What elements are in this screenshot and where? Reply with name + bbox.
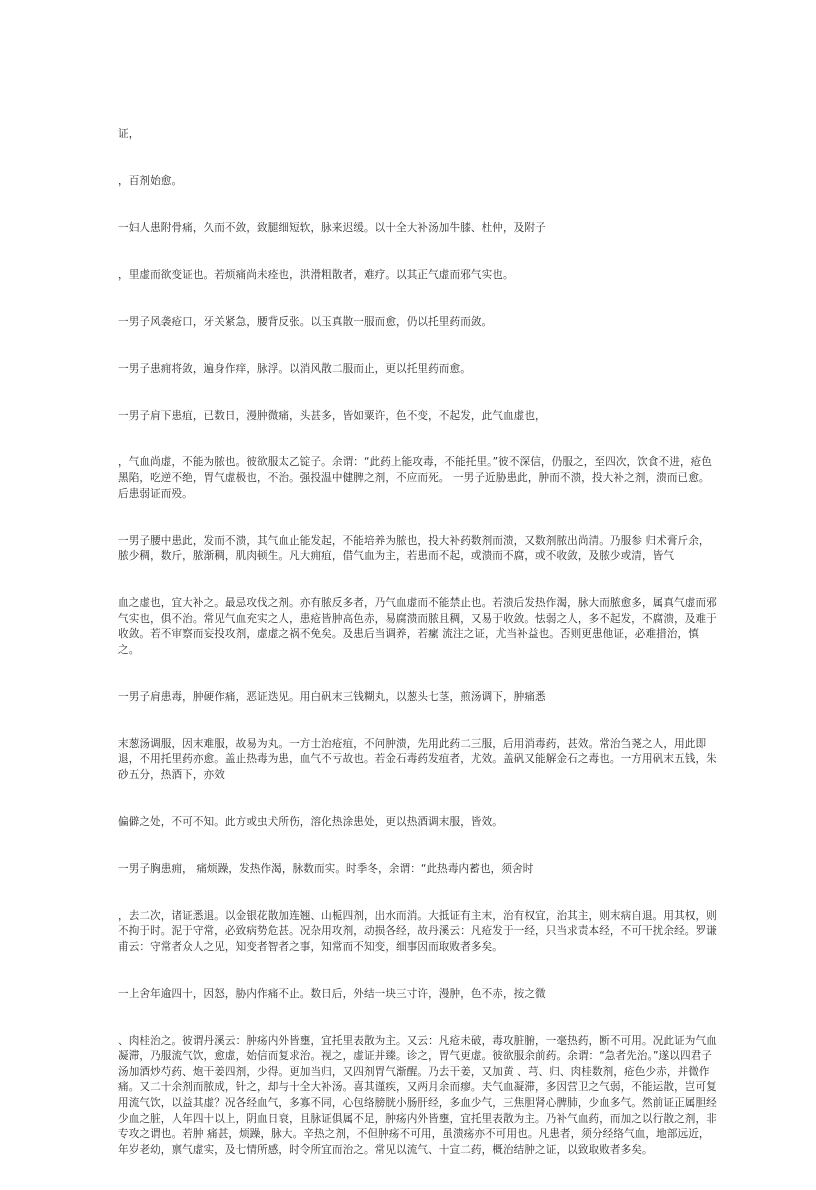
paragraph-line: 一上舍年逾四十，因怒，胁内作痛不止。数日后，外结一块三寸许，漫肿，色不赤，按之微 [118,987,546,1000]
paragraph-line: 一男子腰中患此，发而不溃，其气血止能发起，不能培养为脓也，投大补药数剂而溃，又数剂脓出尚清。乃服参 归术膏斤余，脓少稠，数斤，脓渐稠，肌肉顿生。凡大痈疽，借气血为主，若患而不起，或溃而不腐，或不收敛，及脓少或清，皆气 [118,534,710,563]
paragraph-line: 证， [118,128,140,141]
paragraph-line: ，气血尚虚，不能为脓也。彼欲服太乙锭子。余谓：“此药上能攻毒，不能托里。”彼不深信，仍服之，至四次，饮食不进，疮色黑陷，吃逆不绝，胃气虚极也，不治。强投温中健脾之剂，不应而死。 一男子近胁患此，肿而不溃，投大补之剂，溃而已愈。后患弱证而殁。 [118,456,713,500]
paragraph-line: ，里虚而欲变证也。若烦痛尚未痊也，洪滑粗散者，难疗。以其正气虚而邪气实也。 [118,268,514,281]
paragraph-line: ，百剂始愈。 [118,175,183,188]
document-body [118,96,720,1190]
paragraph-line: 末葱汤调服，因末难服，故易为丸。一方士治疮疽，不问肿溃，先用此药二三服，后用消毒药，甚效。常治刍荛之人，用此即退，不用托里药亦愈。盖止热毒为患，血气不亏故也。若金石毒药发疽者，尤效。盖矾又能解金石之毒也。一方用矾末五钱，朱砂五分，热酒下，亦效 [118,737,717,781]
paragraph-line: 一妇人患附骨痛，久而不敛，致腿细短软，脉来迟缓。以十全大补汤加牛膝、杜仲，及附子 [118,222,546,234]
paragraph-line: 偏僻之处，不可不知。此方或虫犬所伤，溶化热涂患处，更以热酒调末服，皆效。 [118,815,503,828]
paragraph-line: 一男子风袭疮口，牙关紧急，腰背反张。以玉真散一服而愈，仍以托里药而敛。 [118,315,493,328]
paragraph-line: 一男子肩下患疽，已数日，漫肿微痛，头甚多，皆如粟许，色不变，不起发，此气血虚也， [118,409,546,422]
paragraph-line: 一男子胸患痈， 痛烦躁，发热作渴，脉数而实。时季冬，余谓：“此热毒内蓄也，须舍时 [118,862,534,875]
paragraph-line: ，去二次，诸证悉退。以金银花散加连翘、山栀四剂，出水而消。大抵证有主末，治有权宜，治其主，则末病自退。用其权，则不拘于时。泥于守常，必致病势危甚。况杂用攻剂，动损各经，故丹溪云：凡疮发于一经，只当求责本经，不可干扰余经。罗谦甫云：守常者众人之见，知变者智者之事，知常而不知变，细事因而取败者多矣。 [118,909,717,953]
paragraph-line: 血之虚也，宜大补之。最忌攻伐之剂。亦有脓反多者，乃气血虚而不能禁止也。若溃后发热作渴，脉大而脓愈多，属真气虚而邪气实也，俱不治。常见气血充实之人，患疮皆肿高色赤，易腐溃而脓且稠，又易于收敛。怯弱之人，多不起发，不腐溃，及难于收敛。若不审察而妄投攻剂，虚虚之祸不免矣。及患后当调养，若瘰 流注之证，尤当补益也。否则更患他证，必难措治，慎之。 [118,597,717,656]
paragraph-line: 一男子患痈将敛，遍身作痒，脉浮。以消风散二服而止，更以托里药而愈。 [118,362,471,375]
paragraph-line: 、肉桂治之。彼谓丹溪云：肿疡内外皆壅，宜托里表散为主。又云：凡疮未破，毒攻脏腑，一毫热药，断不可用。况此证为气血凝滞，乃服流气饮，愈虚，始信而复求治。视之，虚证并臻。诊之，胃气更虚。彼欲服余前药。余谓：“急者先治。”遂以四君子汤加酒炒芍药、炮干姜四剂，少得。更加当归，又四剂胃气渐醒。乃去干姜，又加黄 、芎、归、肉桂数剂，疮色少赤，并微作痛。又二十余剂而脓成，针之，却与十全大补汤。喜其谨疾，又两月余而瘳。夫气血凝滞，多因营卫之气弱，不能运散，岂可复用流气饮，以益其虚？况各经血气，多寡不同，心包络膀胱小肠肝经，多血少气，三焦胆肾心脾肺，少血多气。然前证正属胆经少血之脏，人年四十以上，阴血日衰，且脉证俱属不足，肿疡内外皆壅，宜托里表散为主。乃补气血药，而加之以行散之剂，非专攻之谓也。若肿 痛甚，烦躁，脉大。辛热之剂，不但肿疡不可用，虽溃疡亦不可用也。凡患者，须分经络气血，地部远近，年岁老幼，禀气虚实，及七情所感，时令所宜而治之。常见以流气、十宣二药，概治结肿之证，以致取败者多矣。 [118,1034,717,1156]
paragraph-line: 一男子肩患毒，肿硬作痛，恶证迭见。用白矾末三钱糊丸，以葱头七茎，煎汤调下，肿痛悉 [118,690,546,703]
